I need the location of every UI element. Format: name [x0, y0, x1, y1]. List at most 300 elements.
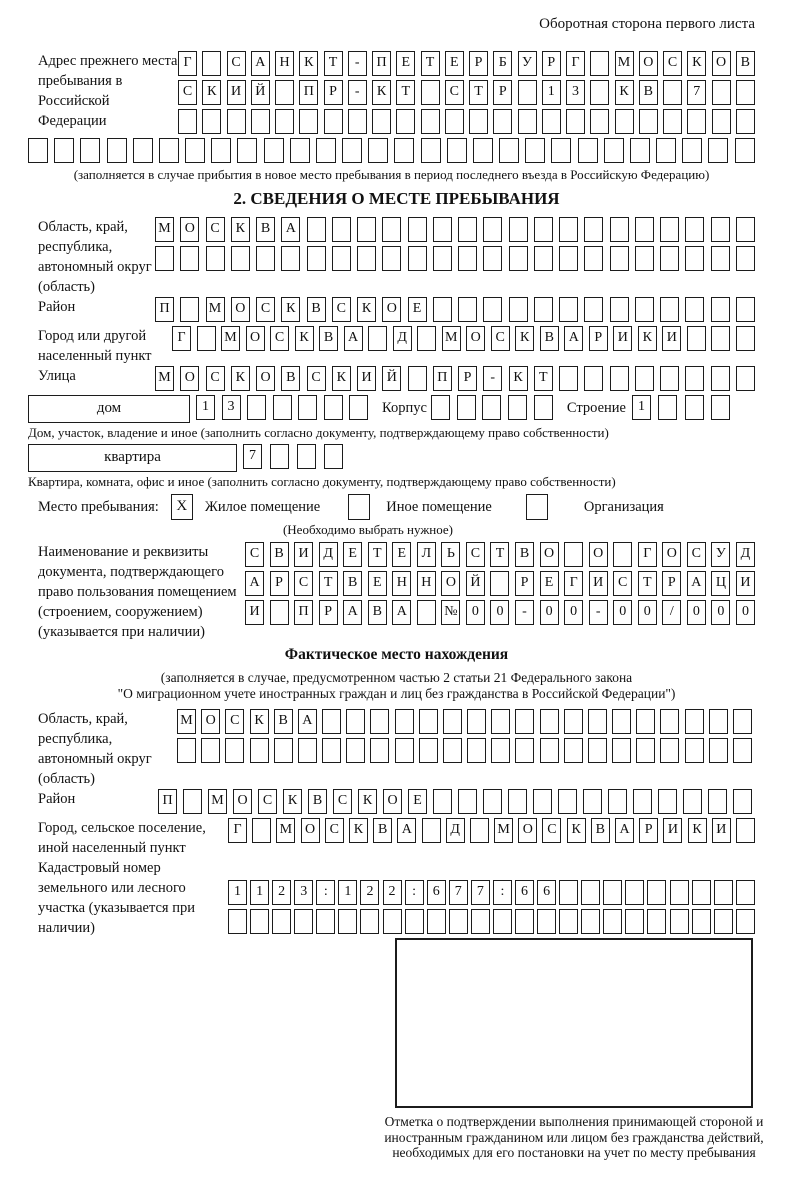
char-box [247, 395, 266, 420]
char-box: М [615, 51, 634, 76]
char-box: С [258, 789, 277, 814]
char-box [508, 789, 527, 814]
char-box [590, 109, 609, 134]
char-box [581, 909, 600, 934]
char-box [660, 297, 679, 322]
actual-region-row-1 [177, 709, 752, 734]
char-box: С [178, 80, 197, 105]
char-box [493, 909, 512, 934]
char-box: М [177, 709, 196, 734]
char-box: М [494, 818, 513, 843]
char-box [290, 138, 310, 163]
actual-district-label: Район [38, 791, 76, 807]
char-box: Т [396, 80, 415, 105]
region-row-2 [155, 246, 755, 271]
char-box [28, 138, 48, 163]
char-box: В [256, 217, 275, 242]
char-box: 7 [687, 80, 706, 105]
char-box [324, 444, 343, 469]
char-box: Т [534, 366, 553, 391]
char-box: К [567, 818, 586, 843]
char-box [180, 246, 199, 271]
char-box: Е [540, 571, 559, 596]
char-box [604, 138, 624, 163]
char-box [540, 738, 559, 763]
actual-region-row-2 [177, 738, 752, 763]
region-row-1 [155, 217, 755, 242]
char-box [581, 880, 600, 905]
apartment-note: Квартира, комната, офис и иное (заполнить согласно документу, подтверждающему право собственности) [28, 474, 616, 489]
char-box [590, 80, 609, 105]
char-box [322, 709, 341, 734]
char-box [470, 818, 489, 843]
char-box: С [225, 709, 244, 734]
char-box: : [405, 880, 424, 905]
char-box [368, 138, 388, 163]
char-box: И [589, 571, 608, 596]
char-box: К [358, 789, 377, 814]
char-box [708, 138, 728, 163]
char-box [685, 297, 704, 322]
district-label: Район [38, 299, 76, 315]
char-box [590, 51, 609, 76]
char-box [685, 217, 704, 242]
char-box: Й [382, 366, 401, 391]
char-box: Й [466, 571, 485, 596]
street-field [38, 366, 755, 395]
char-box [712, 80, 731, 105]
corner-note: Оборотная сторона первого листа [539, 16, 755, 32]
char-box: Е [408, 297, 427, 322]
char-box [307, 246, 326, 271]
char-box: К [281, 297, 300, 322]
char-box: 2 [360, 880, 379, 905]
char-box [635, 217, 654, 242]
char-box: 1 [338, 880, 357, 905]
char-box: О [662, 542, 681, 567]
char-box: С [491, 326, 510, 351]
char-box: М [155, 366, 174, 391]
stay-type-row [38, 494, 755, 520]
char-box: Р [270, 571, 289, 596]
char-box: О [712, 51, 731, 76]
char-box [493, 109, 512, 134]
char-box: - [348, 80, 367, 105]
char-box: К [687, 51, 706, 76]
char-box [408, 366, 427, 391]
char-box [714, 909, 733, 934]
char-box: : [493, 880, 512, 905]
char-box [394, 138, 414, 163]
char-box [274, 738, 293, 763]
char-box [270, 444, 289, 469]
char-box [525, 138, 545, 163]
char-box [583, 789, 602, 814]
char-box: У [711, 542, 730, 567]
char-box [297, 444, 316, 469]
char-box [431, 395, 450, 420]
char-box: О [518, 818, 537, 843]
char-box: К [615, 80, 634, 105]
char-box: К [509, 366, 528, 391]
char-box [682, 138, 702, 163]
char-box [635, 297, 654, 322]
char-box [685, 738, 704, 763]
actual-location-note-line1: (заполняется в случае, предусмотренном частью 2 статьи 21 Федерального закона [160, 670, 633, 685]
char-box: В [540, 326, 559, 351]
char-box [584, 246, 603, 271]
char-box: 7 [243, 444, 262, 469]
apartment-widebox-label: квартира [28, 444, 237, 472]
char-box [712, 109, 731, 134]
char-box: Г [566, 51, 585, 76]
char-box [422, 818, 441, 843]
char-box [211, 138, 231, 163]
char-box [584, 366, 603, 391]
char-box [421, 138, 441, 163]
char-box: Е [396, 51, 415, 76]
house-number-grid [196, 395, 368, 420]
char-box [736, 297, 755, 322]
actual-region-field [38, 709, 755, 789]
document-field [38, 542, 755, 642]
char-box [316, 909, 335, 934]
char-box [566, 109, 585, 134]
char-box [491, 709, 510, 734]
char-box: Д [736, 542, 755, 567]
char-box: П [294, 600, 313, 625]
actual-region-label: Область, край, республика, автономный округ (область) [38, 711, 152, 787]
region-grids [155, 217, 755, 275]
prev-address-row-2 [178, 80, 755, 105]
char-box: Е [392, 542, 411, 567]
char-box [370, 709, 389, 734]
char-box [421, 109, 440, 134]
char-box: С [325, 818, 344, 843]
char-box [635, 366, 654, 391]
char-box: К [231, 217, 250, 242]
char-box: П [433, 366, 452, 391]
char-box: 2 [272, 880, 291, 905]
char-box [633, 789, 652, 814]
char-box [610, 297, 629, 322]
char-box: А [298, 709, 317, 734]
cadastral-field [38, 858, 755, 938]
actual-location-title: Фактическое место нахождения [284, 646, 509, 663]
char-box [458, 297, 477, 322]
char-box [584, 217, 603, 242]
char-box: В [274, 709, 293, 734]
char-box [275, 80, 294, 105]
street-label: Улица [38, 368, 76, 384]
char-box [467, 738, 486, 763]
char-box [256, 246, 275, 271]
char-box: 0 [736, 600, 755, 625]
char-box [564, 542, 583, 567]
char-box: С [466, 542, 485, 567]
char-box [639, 109, 658, 134]
char-box [540, 709, 559, 734]
char-box [630, 138, 650, 163]
char-box [736, 366, 755, 391]
char-box: С [613, 571, 632, 596]
char-box [537, 909, 556, 934]
char-box: 1 [196, 395, 215, 420]
char-box: 1 [632, 395, 651, 420]
stay-type-note: (Необходимо выбрать нужное) [282, 522, 454, 537]
district-field [38, 297, 755, 326]
char-box [559, 217, 578, 242]
char-box [483, 246, 502, 271]
char-box: П [158, 789, 177, 814]
option-label-organizatsiya: Организация [583, 499, 664, 515]
char-box: С [687, 542, 706, 567]
char-box [202, 109, 221, 134]
char-box: Р [639, 818, 658, 843]
char-box [518, 109, 537, 134]
char-box [692, 909, 711, 934]
char-box: Р [542, 51, 561, 76]
char-box [471, 909, 490, 934]
char-box [447, 138, 467, 163]
char-box: Н [417, 571, 436, 596]
char-box [714, 880, 733, 905]
char-box [225, 738, 244, 763]
char-box: Т [490, 542, 509, 567]
char-box: С [332, 297, 351, 322]
char-box: И [712, 818, 731, 843]
apartment-grid [243, 444, 343, 469]
char-box: О [639, 51, 658, 76]
char-box: : [316, 880, 335, 905]
char-box: П [372, 51, 391, 76]
char-box [338, 909, 357, 934]
char-box: / [662, 600, 681, 625]
char-box [457, 395, 476, 420]
char-box [612, 709, 631, 734]
char-box [656, 138, 676, 163]
char-box: А [245, 571, 264, 596]
char-box [382, 246, 401, 271]
char-box: 0 [613, 600, 632, 625]
char-box [660, 217, 679, 242]
char-box [711, 246, 730, 271]
char-box: Е [445, 51, 464, 76]
char-box [360, 909, 379, 934]
char-box [348, 109, 367, 134]
char-box: 7 [471, 880, 490, 905]
city-field [38, 326, 755, 366]
char-box: 0 [638, 600, 657, 625]
actual-location-note-line2: "О миграционном учете иностранных граждан и лиц без гражданства в Российской Федерации") [117, 685, 676, 701]
char-box [660, 366, 679, 391]
char-box [736, 109, 755, 134]
char-box [663, 80, 682, 105]
house-note: Дом, участок, владение и иное (заполнить согласно документу, подтверждающему право собственности) [28, 425, 609, 440]
char-box [155, 246, 174, 271]
char-box: С [206, 366, 225, 391]
char-box [559, 366, 578, 391]
char-box: К [295, 326, 314, 351]
char-box [542, 109, 561, 134]
char-box [613, 542, 632, 567]
char-box [509, 297, 528, 322]
char-box: 3 [566, 80, 585, 105]
char-box [603, 909, 622, 934]
cadastral-label: Кадастровый номер земельного или лесного участка (указывается при наличии) [38, 860, 195, 936]
char-box [252, 818, 271, 843]
char-box: С [227, 51, 246, 76]
char-box [625, 909, 644, 934]
stroenie-grid [632, 395, 730, 420]
char-box [578, 138, 598, 163]
char-box: О [180, 366, 199, 391]
char-box: 3 [222, 395, 241, 420]
prev-address-grids [178, 51, 755, 138]
char-box [559, 297, 578, 322]
char-box: К [349, 818, 368, 843]
char-box [349, 395, 368, 420]
char-box: А [281, 217, 300, 242]
char-box [588, 738, 607, 763]
char-box [332, 217, 351, 242]
char-box [202, 51, 221, 76]
char-box [332, 246, 351, 271]
char-box: И [227, 80, 246, 105]
prev-address-row-1 [178, 51, 755, 76]
char-box: Е [408, 789, 427, 814]
char-box [382, 217, 401, 242]
char-box [433, 789, 452, 814]
char-box: Б [493, 51, 512, 76]
char-box [228, 909, 247, 934]
char-box: П [155, 297, 174, 322]
char-box [647, 880, 666, 905]
char-box [408, 246, 427, 271]
char-box: С [270, 326, 289, 351]
char-box [183, 789, 202, 814]
char-box: О [201, 709, 220, 734]
char-box [534, 395, 553, 420]
char-box [508, 395, 527, 420]
char-box [612, 738, 631, 763]
char-box [564, 738, 583, 763]
char-box [625, 880, 644, 905]
char-box [408, 217, 427, 242]
prev-address-label: Адрес прежнего места пребывания в Российской Федерации [38, 53, 178, 129]
char-box [307, 217, 326, 242]
region-field [38, 217, 755, 297]
char-box [660, 709, 679, 734]
char-box: К [231, 366, 250, 391]
char-box [433, 297, 452, 322]
char-box: О [231, 297, 250, 322]
actual-district-row [158, 789, 752, 814]
char-box [346, 738, 365, 763]
char-box [368, 326, 387, 351]
char-box [534, 246, 553, 271]
char-box: Р [319, 600, 338, 625]
char-box [518, 80, 537, 105]
char-box: Р [662, 571, 681, 596]
char-box [316, 138, 336, 163]
char-box: Н [392, 571, 411, 596]
char-box: Г [638, 542, 657, 567]
char-box: В [373, 818, 392, 843]
char-box [433, 217, 452, 242]
char-box: М [442, 326, 461, 351]
char-box: О [246, 326, 265, 351]
char-box: 6 [537, 880, 556, 905]
char-box: Р [589, 326, 608, 351]
char-box [250, 738, 269, 763]
char-box [206, 246, 225, 271]
char-box [711, 326, 730, 351]
char-box: В [308, 789, 327, 814]
char-box [357, 217, 376, 242]
char-box [534, 217, 553, 242]
char-box: О [382, 297, 401, 322]
registration-mark-caption: Отметка о подтверждении выполнения принимающей стороной и иностранным гражданином или лицом без гражданства действий, необходимых для его постановки на учет по месту пребывания [384, 1114, 764, 1160]
char-box [443, 738, 462, 763]
char-box: О [466, 326, 485, 351]
char-box [736, 880, 755, 905]
char-box [419, 738, 438, 763]
char-box [458, 217, 477, 242]
prev-address-field [38, 51, 755, 138]
char-box: А [687, 571, 706, 596]
char-box [515, 909, 534, 934]
char-box [433, 246, 452, 271]
char-box [395, 738, 414, 763]
char-box [417, 600, 436, 625]
korpus-label: Корпус [382, 400, 427, 416]
prev-address-row-3 [178, 109, 755, 134]
char-box [469, 109, 488, 134]
char-box: 0 [564, 600, 583, 625]
char-box [427, 909, 446, 934]
char-box: В [270, 542, 289, 567]
char-box [647, 909, 666, 934]
char-box: Р [515, 571, 534, 596]
char-box: 0 [540, 600, 559, 625]
char-box: М [155, 217, 174, 242]
stay-type-label: Место пребывания: [38, 499, 159, 515]
char-box: Г [228, 818, 247, 843]
char-box: Е [368, 571, 387, 596]
char-box: В [591, 818, 610, 843]
char-box [482, 395, 501, 420]
char-box: В [639, 80, 658, 105]
char-box: И [736, 571, 755, 596]
char-box: 1 [250, 880, 269, 905]
char-box: О [180, 217, 199, 242]
char-box: В [281, 366, 300, 391]
char-box [473, 138, 493, 163]
char-box: Е [343, 542, 362, 567]
char-box [275, 109, 294, 134]
char-box [733, 709, 752, 734]
char-box [685, 709, 704, 734]
char-box: Д [393, 326, 412, 351]
char-box [685, 366, 704, 391]
char-box [736, 80, 755, 105]
char-box [159, 138, 179, 163]
char-box: А [343, 600, 362, 625]
char-box: А [397, 818, 416, 843]
char-box [251, 109, 270, 134]
char-box [201, 738, 220, 763]
